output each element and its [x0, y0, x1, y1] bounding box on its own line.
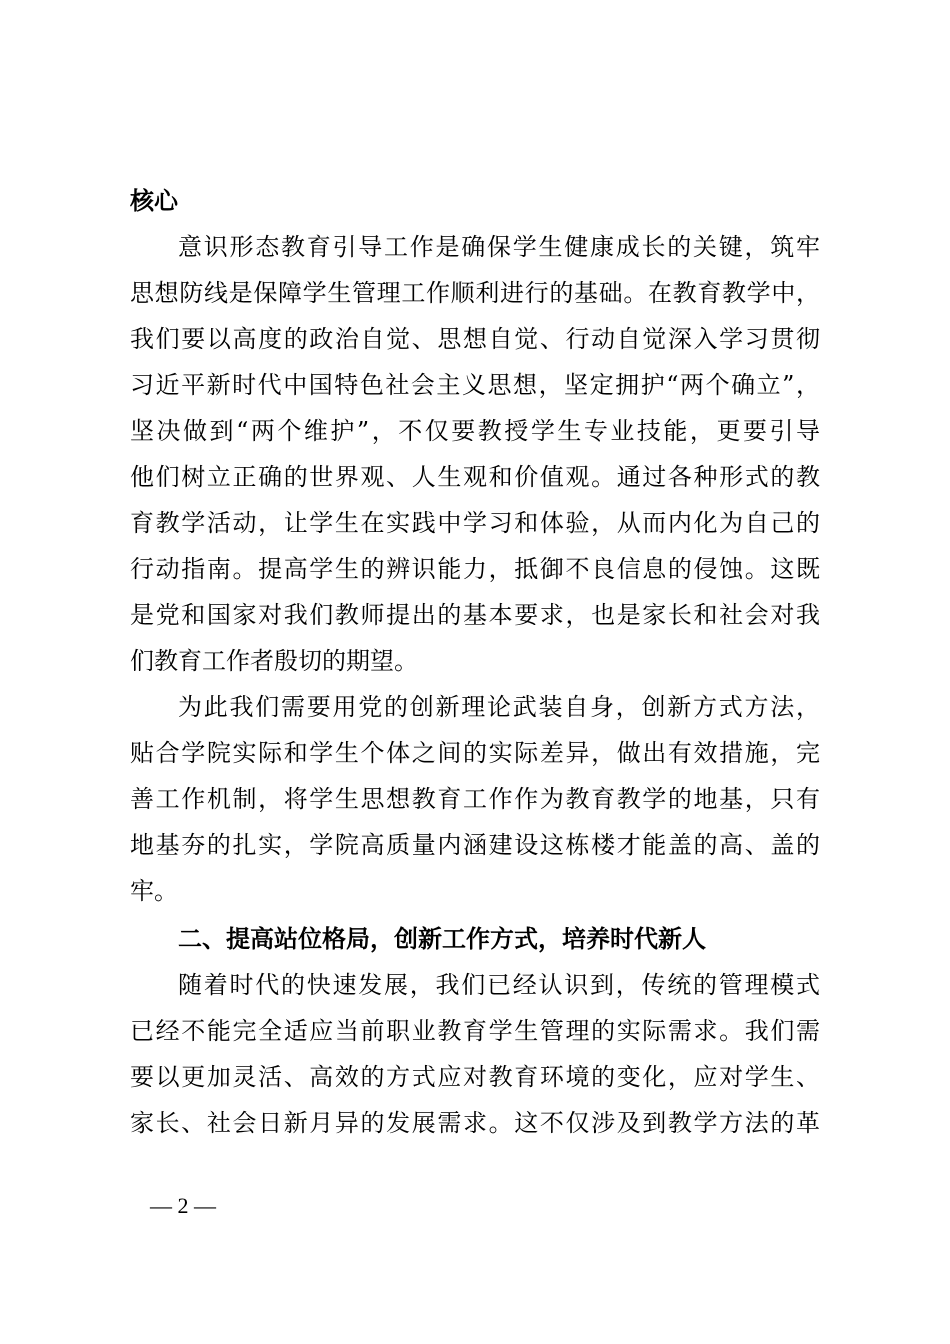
paragraph-line: 们教育工作者殷切的期望。 — [130, 647, 418, 675]
paragraph-line: 随着时代的快速发展，我们已经认识到，传统的管理模式 — [178, 971, 820, 999]
paragraph-line: 行动指南。提高学生的辨识能力，抵御不良信息的侵蚀。这既 — [130, 555, 820, 583]
paragraph-line: 善工作机制，将学生思想教育工作作为教育教学的地基，只有 — [130, 785, 820, 813]
paragraph-line: 我们要以高度的政治自觉、思想自觉、行动自觉深入学习贯彻 — [130, 325, 820, 353]
paragraph-line: 他们树立正确的世界观、人生观和价值观。通过各种形式的教 — [130, 463, 820, 491]
paragraph-line: 坚决做到“两个维护”，不仅要教授学生专业技能，更要引导 — [130, 417, 820, 445]
section-heading-tail: 核心 — [130, 187, 178, 215]
paragraph-line: 意识形态教育引导工作是确保学生健康成长的关键，筑牢 — [178, 233, 820, 261]
paragraph-line: 要以更加灵活、高效的方式应对教育环境的变化，应对学生、 — [130, 1063, 820, 1091]
paragraph-line: 已经不能完全适应当前职业教育学生管理的实际需求。我们需 — [130, 1017, 820, 1045]
section-heading-2: 二、提高站位格局，创新工作方式，培养时代新人 — [178, 925, 706, 953]
paragraph-line: 习近平新时代中国特色社会主义思想，坚定拥护“两个确立”， — [130, 371, 820, 399]
paragraph-line: 贴合学院实际和学生个体之间的实际差异，做出有效措施，完 — [130, 739, 820, 767]
paragraph-line: 家长、社会日新月异的发展需求。这不仅涉及到教学方法的革 — [130, 1109, 820, 1137]
paragraph-line: 牢。 — [130, 877, 178, 905]
paragraph-line: 思想防线是保障学生管理工作顺利进行的基础。在教育教学中， — [130, 279, 820, 307]
paragraph-line: 为此我们需要用党的创新理论武装自身，创新方式方法， — [178, 693, 820, 721]
paragraph-line: 是党和国家对我们教师提出的基本要求，也是家长和社会对我 — [130, 601, 820, 629]
page-number: — 2 — — [150, 1193, 216, 1218]
paragraph-line: 育教学活动，让学生在实践中学习和体验，从而内化为自己的 — [130, 509, 820, 537]
paragraph-line: 地基夯的扎实，学院高质量内涵建设这栋楼才能盖的高、盖的 — [130, 831, 820, 859]
